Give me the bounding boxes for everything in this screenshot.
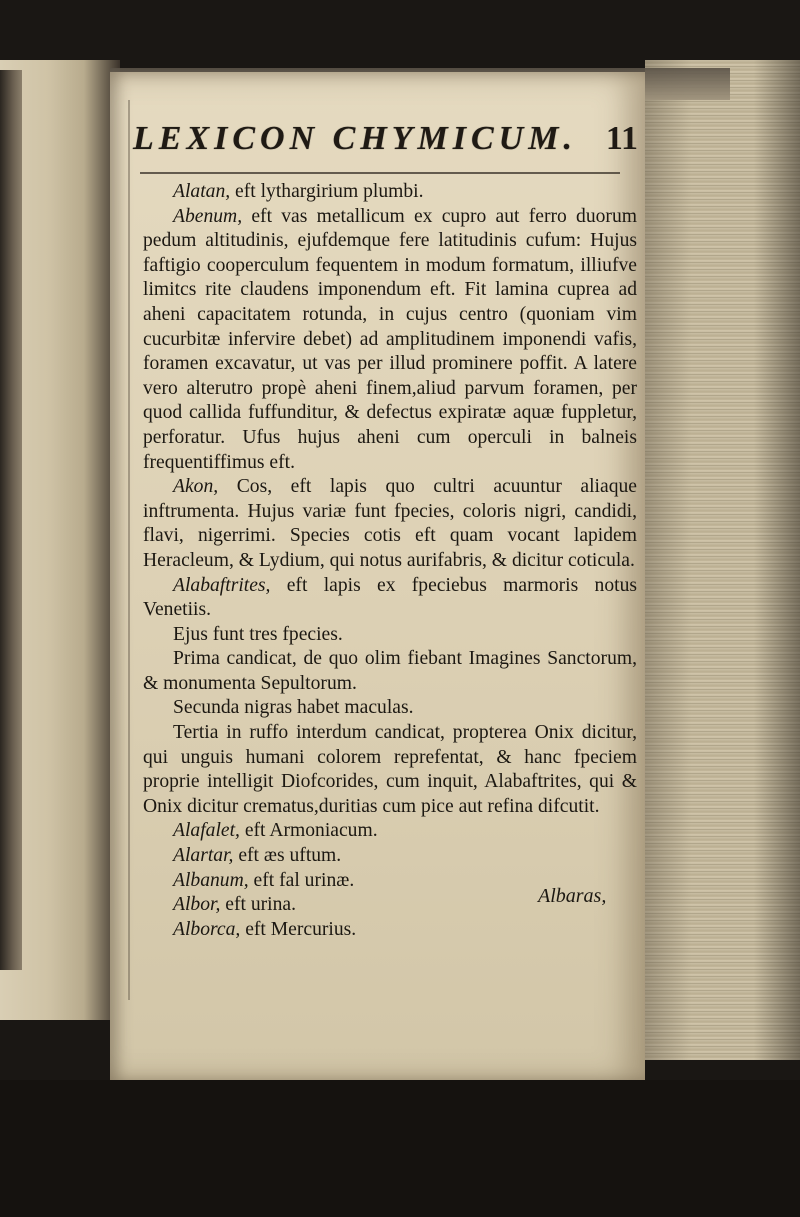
entry-text: eft Armoniacum.: [239, 820, 378, 842]
entry: [143, 475, 637, 573]
entry-text: eft vas metallicum ex cupro aut ferro duorum pedum altitudinis, ejufdemque fere latitudinis cufum: Hujus faftigio cooperculum fequentem in modum formatum, illiufve limitcs rite claudens imponendum eft. Fit lamina cuprea ad aheni capacitatem rotunda, in cujus centro (quoniam vim cucurbitæ infervire debet) ad amplitudinem imponendi vafis, foramen excavatur, ut vas per illud prominere poffit. A latere vero alterutro propè aheni finem,aliud parvum foramen, per quod callida fuffunditur, & defectus expiratæ aquæ fuppletur, perforatur. Ufus hujus aheni cum operculi in balneis frequentiffimus eft.: [143, 205, 637, 473]
entry: [143, 205, 637, 476]
paragraph: Secunda nigras habet maculas.: [173, 697, 414, 719]
entry-keyword: Albanum,: [173, 869, 249, 891]
entry-keyword: Alborca,: [173, 918, 241, 940]
short-entry: [143, 918, 637, 943]
entry-keyword: Abenum,: [173, 205, 243, 227]
running-title: LEXICON CHYMICUM.: [133, 120, 577, 157]
entry: [143, 180, 637, 205]
bottom-background: [0, 1080, 800, 1217]
entry-keyword: Alabaftrites,: [173, 574, 271, 596]
short-entry: [143, 819, 637, 844]
paragraph: Prima candicat, de quo olim fiebant Imagines Sanctorum, & monumenta Sepultorum.: [143, 648, 637, 694]
entry-text: Cos, eft lapis quo cultri acuuntur aliaque inftrumenta. Hujus variæ funt fpecies, coloris nigri, candidi, flavi, nigerrimi. Species cotis eft quam vocant lapidem Heracleum, & Lydium, qui notus aurifabris, & dicitur coticula.: [143, 476, 637, 571]
entry-text: eft lapis ex fpeciebus marmoris notus Venetiis.: [143, 574, 637, 621]
entry-keyword: Alafalet,: [173, 820, 240, 842]
page-number: 11: [605, 120, 638, 157]
page-border-rule: [128, 100, 130, 1000]
entry-text: eft lythargirium plumbi.: [230, 181, 424, 202]
paragraph: Tertia in ruffo interdum candicat, propterea Onix dicitur, qui unguis humani colorem reprefentat, & hanc fpeciem proprie intelligit Diofcorides, cum inquit, Alabaftrites, qui & Onix dicitur crematus,duritias cum pice aut refina difcutit.: [143, 722, 637, 817]
entry: [143, 574, 637, 623]
paragraph: Ejus funt tres fpecies.: [173, 623, 343, 645]
entry-keyword: Akon,: [173, 476, 219, 498]
entry-text: eft æs uftum.: [233, 845, 342, 867]
header-rule: [140, 172, 620, 174]
entry-text: eft urina.: [220, 894, 296, 916]
running-header: [133, 120, 638, 164]
page-body: [143, 180, 637, 942]
entry-text: eft Mercurius.: [240, 918, 357, 940]
entry-keyword: Albor,: [173, 894, 221, 916]
entry-text: eft fal urinæ.: [248, 869, 355, 891]
catchword: Albaras,: [538, 885, 607, 907]
entry-keyword: Alartar,: [173, 845, 234, 867]
short-entry: [143, 844, 637, 869]
left-gutter-shadow: [0, 70, 22, 970]
right-fore-edge-shade: [645, 60, 800, 1060]
entry-keyword: Alatan,: [173, 181, 231, 202]
